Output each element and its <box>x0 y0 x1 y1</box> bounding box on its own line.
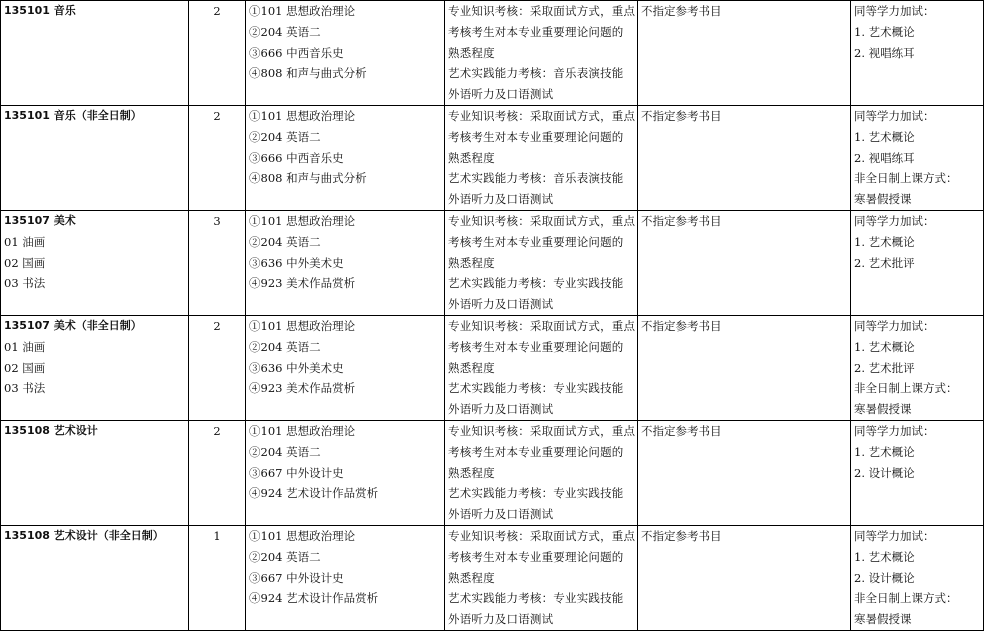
reference-books-text: 不指定参考书目 <box>641 213 722 228</box>
retest-assessment-line: 专业知识考核：采取面试方式，重点 <box>448 4 636 18</box>
exam-subjects-cell <box>246 105 445 210</box>
major-cell <box>1 1 189 106</box>
exam-subjects-line: ①101 思想政治理论 <box>249 108 356 123</box>
exam-subjects-cell <box>246 525 445 630</box>
enrollment-count-text: 2 <box>213 318 221 333</box>
reference-books-text: 不指定参考书目 <box>641 4 722 18</box>
enrollment-count-cell <box>189 210 246 315</box>
retest-assessment-line: 考核考生对本专业重要理论问题的 <box>448 549 624 564</box>
table-row <box>1 210 984 315</box>
reference-books-text: 不指定参考书目 <box>641 423 722 438</box>
retest-assessment-cell <box>445 525 638 630</box>
notes-line: 2. 视唱练耳 <box>854 150 915 165</box>
major-cell <box>1 210 189 315</box>
retest-assessment-line: 艺术实践能力考核：音乐表演技能 <box>448 171 624 186</box>
notes-line: 非全日制上课方式： <box>854 381 958 396</box>
retest-assessment-line: 艺术实践能力考核：专业实践技能 <box>448 381 624 396</box>
major-line: 02 国画 <box>4 360 46 375</box>
retest-assessment-line: 艺术实践能力考核：音乐表演技能 <box>448 66 624 81</box>
notes-line: 2. 设计概论 <box>854 570 915 585</box>
major-cell <box>1 315 189 420</box>
enrollment-count-text: 1 <box>213 528 221 543</box>
exam-subjects-line: ②204 英语二 <box>249 549 321 564</box>
notes-line: 1. 艺术概论 <box>854 24 915 39</box>
notes-line: 同等学力加试： <box>854 4 935 18</box>
retest-assessment-cell <box>445 210 638 315</box>
retest-assessment-cell <box>445 105 638 210</box>
retest-assessment-line: 外语听力及口语测试 <box>448 87 554 102</box>
reference-books-cell <box>638 210 851 315</box>
enrollment-count-cell <box>189 525 246 630</box>
reference-books-text: 不指定参考书目 <box>641 108 722 123</box>
notes-line: 2. 艺术批评 <box>854 360 915 375</box>
major-cell <box>1 105 189 210</box>
retest-assessment-line: 专业知识考核：采取面试方式，重点 <box>448 318 636 333</box>
notes-line: 2. 设计概论 <box>854 465 915 480</box>
exam-subjects-cell <box>246 420 445 525</box>
exam-subjects-line: ①101 思想政治理论 <box>249 318 356 333</box>
enrollment-count-text: 2 <box>213 4 221 18</box>
exam-subjects-line: ④923 美术作品赏析 <box>249 276 356 291</box>
reference-books-text: 不指定参考书目 <box>641 318 722 333</box>
notes-line: 同等学力加试： <box>854 423 935 438</box>
table-row <box>1 1 984 106</box>
notes-line: 同等学力加试： <box>854 213 935 228</box>
retest-assessment-line: 考核考生对本专业重要理论问题的 <box>448 234 624 249</box>
retest-assessment-cell <box>445 1 638 106</box>
notes-line: 1. 艺术概论 <box>854 234 915 249</box>
reference-books-cell <box>638 525 851 630</box>
retest-assessment-line: 考核考生对本专业重要理论问题的 <box>448 129 624 144</box>
exam-subjects-line: ②204 英语二 <box>249 24 321 39</box>
retest-assessment-line: 外语听力及口语测试 <box>448 507 554 522</box>
major-line: 03 书法 <box>4 381 46 396</box>
notes-line: 同等学力加试： <box>854 108 935 123</box>
major-line: 135101 音乐（非全日制） <box>4 108 142 122</box>
table-row <box>1 525 984 630</box>
enrollment-count-cell <box>189 1 246 106</box>
retest-assessment-line: 熟悉程度 <box>448 45 495 60</box>
retest-assessment-line: 外语听力及口语测试 <box>448 612 554 627</box>
exam-subjects-line: ①101 思想政治理论 <box>249 423 356 438</box>
notes-cell <box>851 315 984 420</box>
notes-line: 1. 艺术概论 <box>854 444 915 459</box>
exam-subjects-line: ②204 英语二 <box>249 444 321 459</box>
retest-assessment-line: 外语听力及口语测试 <box>448 192 554 207</box>
retest-assessment-line: 考核考生对本专业重要理论问题的 <box>448 339 624 354</box>
notes-line: 1. 艺术概论 <box>854 339 915 354</box>
exam-subjects-line: ④923 美术作品赏析 <box>249 381 356 396</box>
notes-line: 寒暑假授课 <box>854 402 912 417</box>
table-row <box>1 105 984 210</box>
notes-line: 2. 视唱练耳 <box>854 45 915 60</box>
enrollment-count-text: 3 <box>213 213 221 228</box>
exam-subjects-line: ①101 思想政治理论 <box>249 213 356 228</box>
notes-line: 寒暑假授课 <box>854 192 912 207</box>
exam-subjects-line: ③636 中外美术史 <box>249 360 344 375</box>
retest-assessment-line: 艺术实践能力考核：专业实践技能 <box>448 591 624 606</box>
major-line: 01 油画 <box>4 339 46 354</box>
reference-books-cell <box>638 315 851 420</box>
enrollment-count-cell <box>189 105 246 210</box>
notes-line: 同等学力加试： <box>854 318 935 333</box>
table-row <box>1 315 984 420</box>
major-cell <box>1 420 189 525</box>
notes-line: 寒暑假授课 <box>854 612 912 627</box>
retest-assessment-line: 专业知识考核：采取面试方式，重点 <box>448 528 636 543</box>
exam-subjects-line: ③667 中外设计史 <box>249 570 344 585</box>
notes-cell <box>851 525 984 630</box>
exam-subjects-line: ②204 英语二 <box>249 339 321 354</box>
major-line: 135108 艺术设计 <box>4 423 98 437</box>
notes-cell <box>851 105 984 210</box>
enrollment-count-cell <box>189 420 246 525</box>
notes-cell <box>851 1 984 106</box>
exam-subjects-line: ③667 中外设计史 <box>249 465 344 480</box>
enrollment-count-text: 2 <box>213 108 221 123</box>
retest-assessment-line: 专业知识考核：采取面试方式，重点 <box>448 423 636 438</box>
retest-assessment-line: 考核考生对本专业重要理论问题的 <box>448 444 624 459</box>
major-cell <box>1 525 189 630</box>
major-line: 135107 美术 <box>4 213 76 227</box>
notes-cell <box>851 420 984 525</box>
exam-subjects-line: ④808 和声与曲式分析 <box>249 66 367 81</box>
exam-subjects-line: ③636 中外美术史 <box>249 255 344 270</box>
table-body <box>1 1 984 631</box>
retest-assessment-line: 艺术实践能力考核：专业实践技能 <box>448 486 624 501</box>
retest-assessment-line: 外语听力及口语测试 <box>448 297 554 312</box>
major-line: 135107 美术（非全日制） <box>4 318 142 332</box>
exam-subjects-line: ①101 思想政治理论 <box>249 4 356 18</box>
notes-line: 1. 艺术概论 <box>854 549 915 564</box>
exam-subjects-line: ④808 和声与曲式分析 <box>249 171 367 186</box>
retest-assessment-line: 外语听力及口语测试 <box>448 402 554 417</box>
exam-subjects-line: ③666 中西音乐史 <box>249 45 344 60</box>
reference-books-cell <box>638 1 851 106</box>
exam-subjects-line: ②204 英语二 <box>249 129 321 144</box>
notes-line: 同等学力加试： <box>854 528 935 543</box>
exam-subjects-line: ①101 思想政治理论 <box>249 528 356 543</box>
retest-assessment-cell <box>445 420 638 525</box>
major-line: 01 油画 <box>4 234 46 249</box>
notes-line: 非全日制上课方式： <box>854 591 958 606</box>
reference-books-cell <box>638 420 851 525</box>
exam-subjects-line: ④924 艺术设计作品赏析 <box>249 486 379 501</box>
reference-books-cell <box>638 105 851 210</box>
major-line: 02 国画 <box>4 255 46 270</box>
retest-assessment-line: 专业知识考核：采取面试方式，重点 <box>448 108 636 123</box>
major-line: 03 书法 <box>4 276 46 291</box>
exam-subjects-line: ③666 中西音乐史 <box>249 150 344 165</box>
exam-subjects-cell <box>246 1 445 106</box>
retest-assessment-line: 熟悉程度 <box>448 465 495 480</box>
retest-assessment-line: 熟悉程度 <box>448 360 495 375</box>
enrollment-count-cell <box>189 315 246 420</box>
retest-assessment-line: 熟悉程度 <box>448 255 495 270</box>
enrollment-count-text: 2 <box>213 423 221 438</box>
exam-subjects-line: ④924 艺术设计作品赏析 <box>249 591 379 606</box>
exam-subjects-line: ②204 英语二 <box>249 234 321 249</box>
retest-assessment-cell <box>445 315 638 420</box>
notes-cell <box>851 210 984 315</box>
retest-assessment-line: 熟悉程度 <box>448 150 495 165</box>
exam-subjects-cell <box>246 210 445 315</box>
retest-assessment-line: 熟悉程度 <box>448 570 495 585</box>
notes-line: 2. 艺术批评 <box>854 255 915 270</box>
major-line: 135101 音乐 <box>4 4 76 17</box>
major-line: 135108 艺术设计（非全日制） <box>4 528 164 542</box>
notes-line: 非全日制上课方式： <box>854 171 958 186</box>
table-row <box>1 420 984 525</box>
retest-assessment-line: 艺术实践能力考核：专业实践技能 <box>448 276 624 291</box>
exam-subjects-cell <box>246 315 445 420</box>
retest-assessment-line: 考核考生对本专业重要理论问题的 <box>448 24 624 39</box>
retest-assessment-line: 专业知识考核：采取面试方式，重点 <box>448 213 636 228</box>
reference-books-text: 不指定参考书目 <box>641 528 722 543</box>
notes-line: 1. 艺术概论 <box>854 129 915 144</box>
